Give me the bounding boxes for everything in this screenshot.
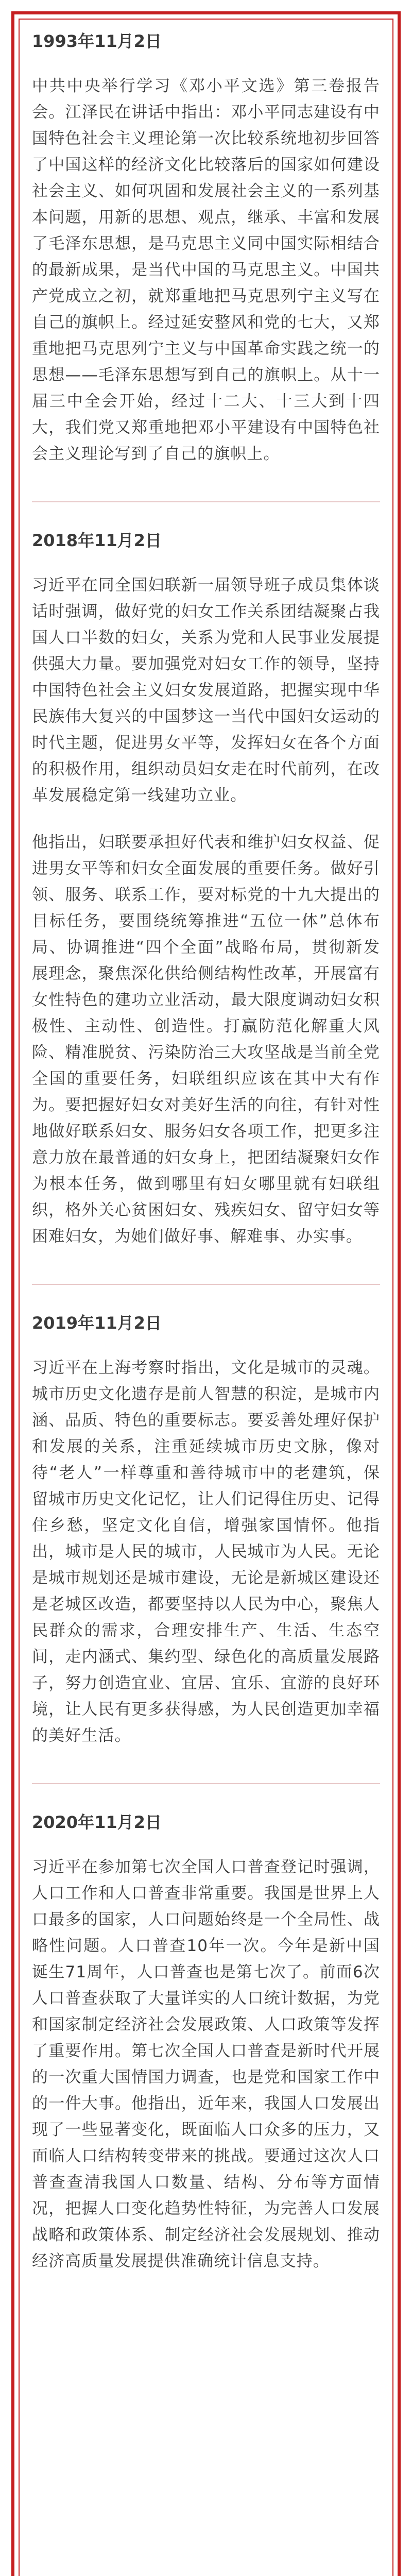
entry-paragraph: 习近平在同全国妇联新一届领导班子成员集体谈话时强调，做好党的妇女工作关系团结凝聚占我国人口半数的妇女，关系为党和人民事业发展提供强大力量。要加强党对妇女工作的领导，坚持中国特色社会主义妇女发展道路，把握实现中华民族伟大复兴的中国梦这一当代中国妇女运动的时代主题，促进男女平等，发挥妇女在各个方面的积极作用，组织动员妇女走在时代前列，在改革发展稳定第一线建功立业。 — [32, 576, 380, 805]
entry-2018 — [32, 529, 380, 1250]
entry-2019 — [32, 1312, 380, 1749]
entry-date: 2019年11月2日 — [32, 1313, 162, 1333]
entry-2020 — [32, 1811, 380, 2275]
entry-paragraph: 中共中央举行学习《邓小平文选》第三卷报告会。江泽民在讲话中指出：邓小平同志建设有中国特色社会主义理论第一次比较系统地初步回答了中国这样的经济文化比较落后的国家如何建设社会主义、如何巩固和发展社会主义的一系列基本问题，用新的思想、观点，继承、丰富和发展了毛泽东思想，是马克思主义同中国实际相结合的最新成果，是当代中国的马克思主义。中国共产党成立之初，就郑重地把马克思列宁主义写在自己的旗帜上。经过延安整风和党的七大，又郑重地把马克思列宁主义与中国革命实践之统一的思想——毛泽东思想写到自己的旗帜上。从十一届三中全会开始，经过十二大、十三大到十四大，我们党又郑重地把邓小平建设有中国特色社会主义理论写到了自己的旗帜上。 — [32, 77, 380, 463]
entry-date: 2020年11月2日 — [32, 1812, 162, 1832]
entry-paragraph: 习近平在上海考察时指出，文化是城市的灵魂。城市历史文化遗存是前人智慧的积淀，是城市内涵、品质、特色的重要标志。要妥善处理好保护和发展的关系，注重延续城市历史文脉，像对待“老人”一样尊重和善待城市中的老建筑，保留城市历史文化记忆，让人们记得住历史、记得住乡愁，坚定文化自信，增强家国情怀。他指出，城市是人民的城市，人民城市为人民。无论是城市规划还是城市建设，无论是新城区建设还是老城区改造，都要坚持以人民为中心，聚焦人民群众的需求，合理安排生产、生活、生态空间，走内涵式、集约型、绿色化的高质量发展路子，努力创造宜业、宜居、宜乐、宜游的良好环境，让人民有更多获得感，为人民创造更加幸福的美好生活。 — [32, 1359, 380, 1745]
entry-1993 — [32, 30, 380, 467]
section-divider — [32, 501, 380, 502]
section-divider — [32, 1284, 380, 1285]
section-divider — [32, 1783, 380, 1784]
entry-date: 2018年11月2日 — [32, 531, 162, 550]
entry-date: 1993年11月2日 — [32, 31, 162, 51]
entry-paragraph: 他指出，妇联要承担好代表和维护妇女权益、促进男女平等和妇女全面发展的重要任务。做好引领、服务、联系工作，要对标党的十九大提出的目标任务，要围绕统筹推进“五位一体”总体布局、协调推进“四个全面”战略布局，贯彻新发展理念，聚焦深化供给侧结构性改革，开展富有女性特色的建功立业活动，最大限度调动妇女积极性、主动性、创造性。打赢防范化解重大风险、精准脱贫、污染防治三大攻坚战是当前全党全国的重要任务，妇联组织应该在其中大有作为。要把握好妇女对美好生活的向往，有针对性地做好联系妇女、服务妇女各项工作，把更多注意力放在最普通的妇女身上，把团结凝聚妇女作为根本任务，做到哪里有妇女哪里就有妇联组织，格外关心贫困妇女、残疾妇女、留守妇女等困难妇女，为她们做好事、解难事、办实事。 — [32, 833, 380, 1246]
entry-paragraph: 习近平在参加第七次全国人口普查登记时强调，人口工作和人口普查非常重要。我国是世界上人口最多的国家，人口问题始终是一个全局性、战略性问题。人口普查10年一次。今年是新中国诞生71周年，人口普查也是第七次了。前面6次人口普查获取了大量详实的人口统计数据，为党和国家制定经济社会发展政策、人口政策等发挥了重要作用。第七次全国人口普查是新时代开展的一次重大国情国力调查，也是党和国家工作中的一件大事。他指出，近年来，我国人口发展出现了一些显著变化，既面临人口众多的压力，又面临人口结构转变带来的挑战。要通过这次人口普查查清我国人口数量、结构、分布等方面情况，把握人口变化趋势性特征，为完善人口发展战略和政策体系、制定经济社会发展规划、推动经济高质量发展提供准确统计信息支持。 — [32, 1858, 380, 2270]
article-content — [32, 30, 380, 2309]
